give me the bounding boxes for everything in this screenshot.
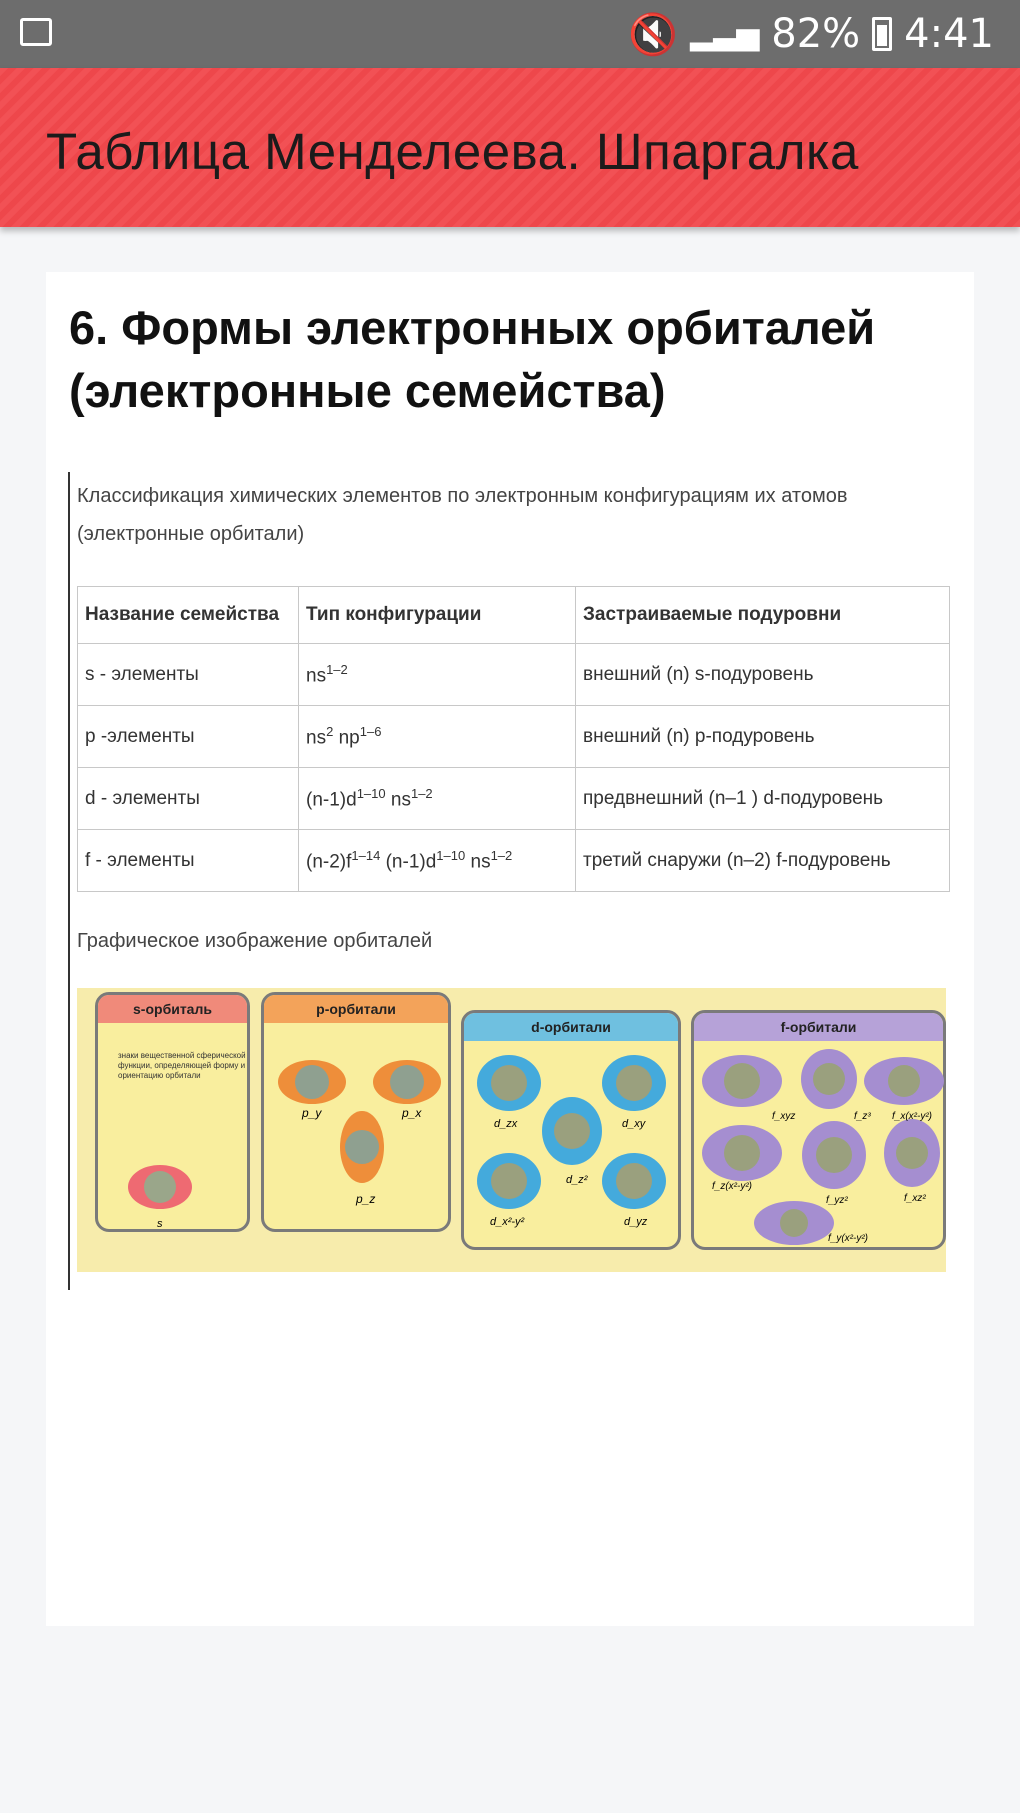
label-fy-x2y2: f_y(x²-y²) (828, 1233, 868, 1244)
f-orbitals-figure (694, 1013, 949, 1253)
gallery-notification-icon (20, 18, 52, 46)
label-px: p_x (402, 1106, 422, 1120)
header-config: Тип конфигурации (299, 587, 576, 644)
cell-sublevel: внешний (n) s-подуровень (576, 644, 950, 706)
label-s: s (157, 1218, 163, 1230)
header-sublevel: Застраиваемые подуровни (576, 587, 950, 644)
label-pz: p_z (356, 1192, 376, 1206)
table-row (78, 644, 950, 706)
label-fz-x2y2: f_z(x²-y²) (712, 1181, 752, 1192)
label-fxz2: f_xz² (904, 1193, 926, 1204)
label-dyz: d_yz (624, 1216, 648, 1228)
label-dzx: d_zx (494, 1118, 518, 1130)
battery-icon (872, 17, 892, 51)
d-orbitals-panel (461, 1010, 681, 1250)
app-title: Таблица Менделеева. Шпаргалка (46, 123, 859, 180)
cell-sublevel: предвнешний (n–1 ) d-подуровень (576, 768, 950, 830)
cell-config: $ns^{1-2}$ (299, 644, 576, 706)
signal-icon: ▂▃▅ (690, 16, 760, 52)
s-orbital-panel (95, 992, 250, 1232)
s-orbital-note: знаки вещественной сферической функции, определяющей форму и ориентацию орбитали (118, 1051, 246, 1080)
header-family: Название семейства (78, 587, 299, 644)
table-row (78, 706, 950, 768)
label-py: p_y (302, 1106, 322, 1120)
p-orbitals-panel (261, 992, 451, 1232)
blockquote-bar (68, 472, 70, 1290)
table-header-row (78, 587, 950, 644)
graphic-caption: Графическое изображение орбиталей (77, 930, 433, 952)
s-orbital-header: s-орбиталь (98, 995, 247, 1023)
table-row (78, 830, 950, 892)
cell-config: $(n-2)f^{1-14}$ $(n-1)d^{1-10}$ $ns^{1-2}$ (299, 830, 576, 892)
status-icons (628, 10, 994, 58)
cell-config: $ns^2$ $np^{1-6}$ (299, 706, 576, 768)
families-table (77, 586, 950, 892)
p-orbitals-figure (264, 995, 454, 1235)
battery-percent: 82% (771, 11, 861, 57)
cell-family: s - элементы (78, 644, 299, 706)
label-fz3: f_z³ (854, 1111, 871, 1122)
orbitals-image (77, 988, 946, 1272)
article-title: 6. Формы электронных орбиталей (электронные семейства) (69, 301, 876, 417)
label-dxy: d_xy (622, 1118, 646, 1130)
app-bar (0, 68, 1020, 227)
label-fx-x2y2: f_x(x²-y²) (892, 1111, 932, 1122)
label-fxyz: f_xyz (772, 1111, 796, 1122)
clock: 4:41 (904, 11, 994, 57)
status-bar (0, 0, 1020, 68)
table-caption: Классификация химических элементов по электронным конфигурациям их атомов (электронные орбитали) (77, 485, 848, 545)
mute-icon: 🔇 (628, 11, 679, 58)
s-orbital-figure (98, 995, 253, 1235)
cell-family: f - элементы (78, 830, 299, 892)
p-orbitals-header: p-орбитали (264, 995, 448, 1023)
f-orbitals-panel (691, 1010, 946, 1250)
cell-family: d - элементы (78, 768, 299, 830)
cell-family: p -элементы (78, 706, 299, 768)
cell-sublevel: внешний (n) p-подуровень (576, 706, 950, 768)
f-orbitals-header: f-орбитали (694, 1013, 943, 1041)
label-fyz2: f_yz² (826, 1195, 848, 1206)
cell-config: $(n-1)d^{1-10}$ $ns^{1-2}$ (299, 768, 576, 830)
label-dx2y2: d_x²-y² (490, 1216, 525, 1228)
d-orbitals-header: d-орбитали (464, 1013, 678, 1041)
cell-sublevel: третий снаружи (n–2) f-подуровень (576, 830, 950, 892)
table-row (78, 768, 950, 830)
d-orbitals-figure (464, 1013, 684, 1253)
label-dz2: d_z² (566, 1174, 588, 1186)
article-card (46, 272, 974, 1626)
